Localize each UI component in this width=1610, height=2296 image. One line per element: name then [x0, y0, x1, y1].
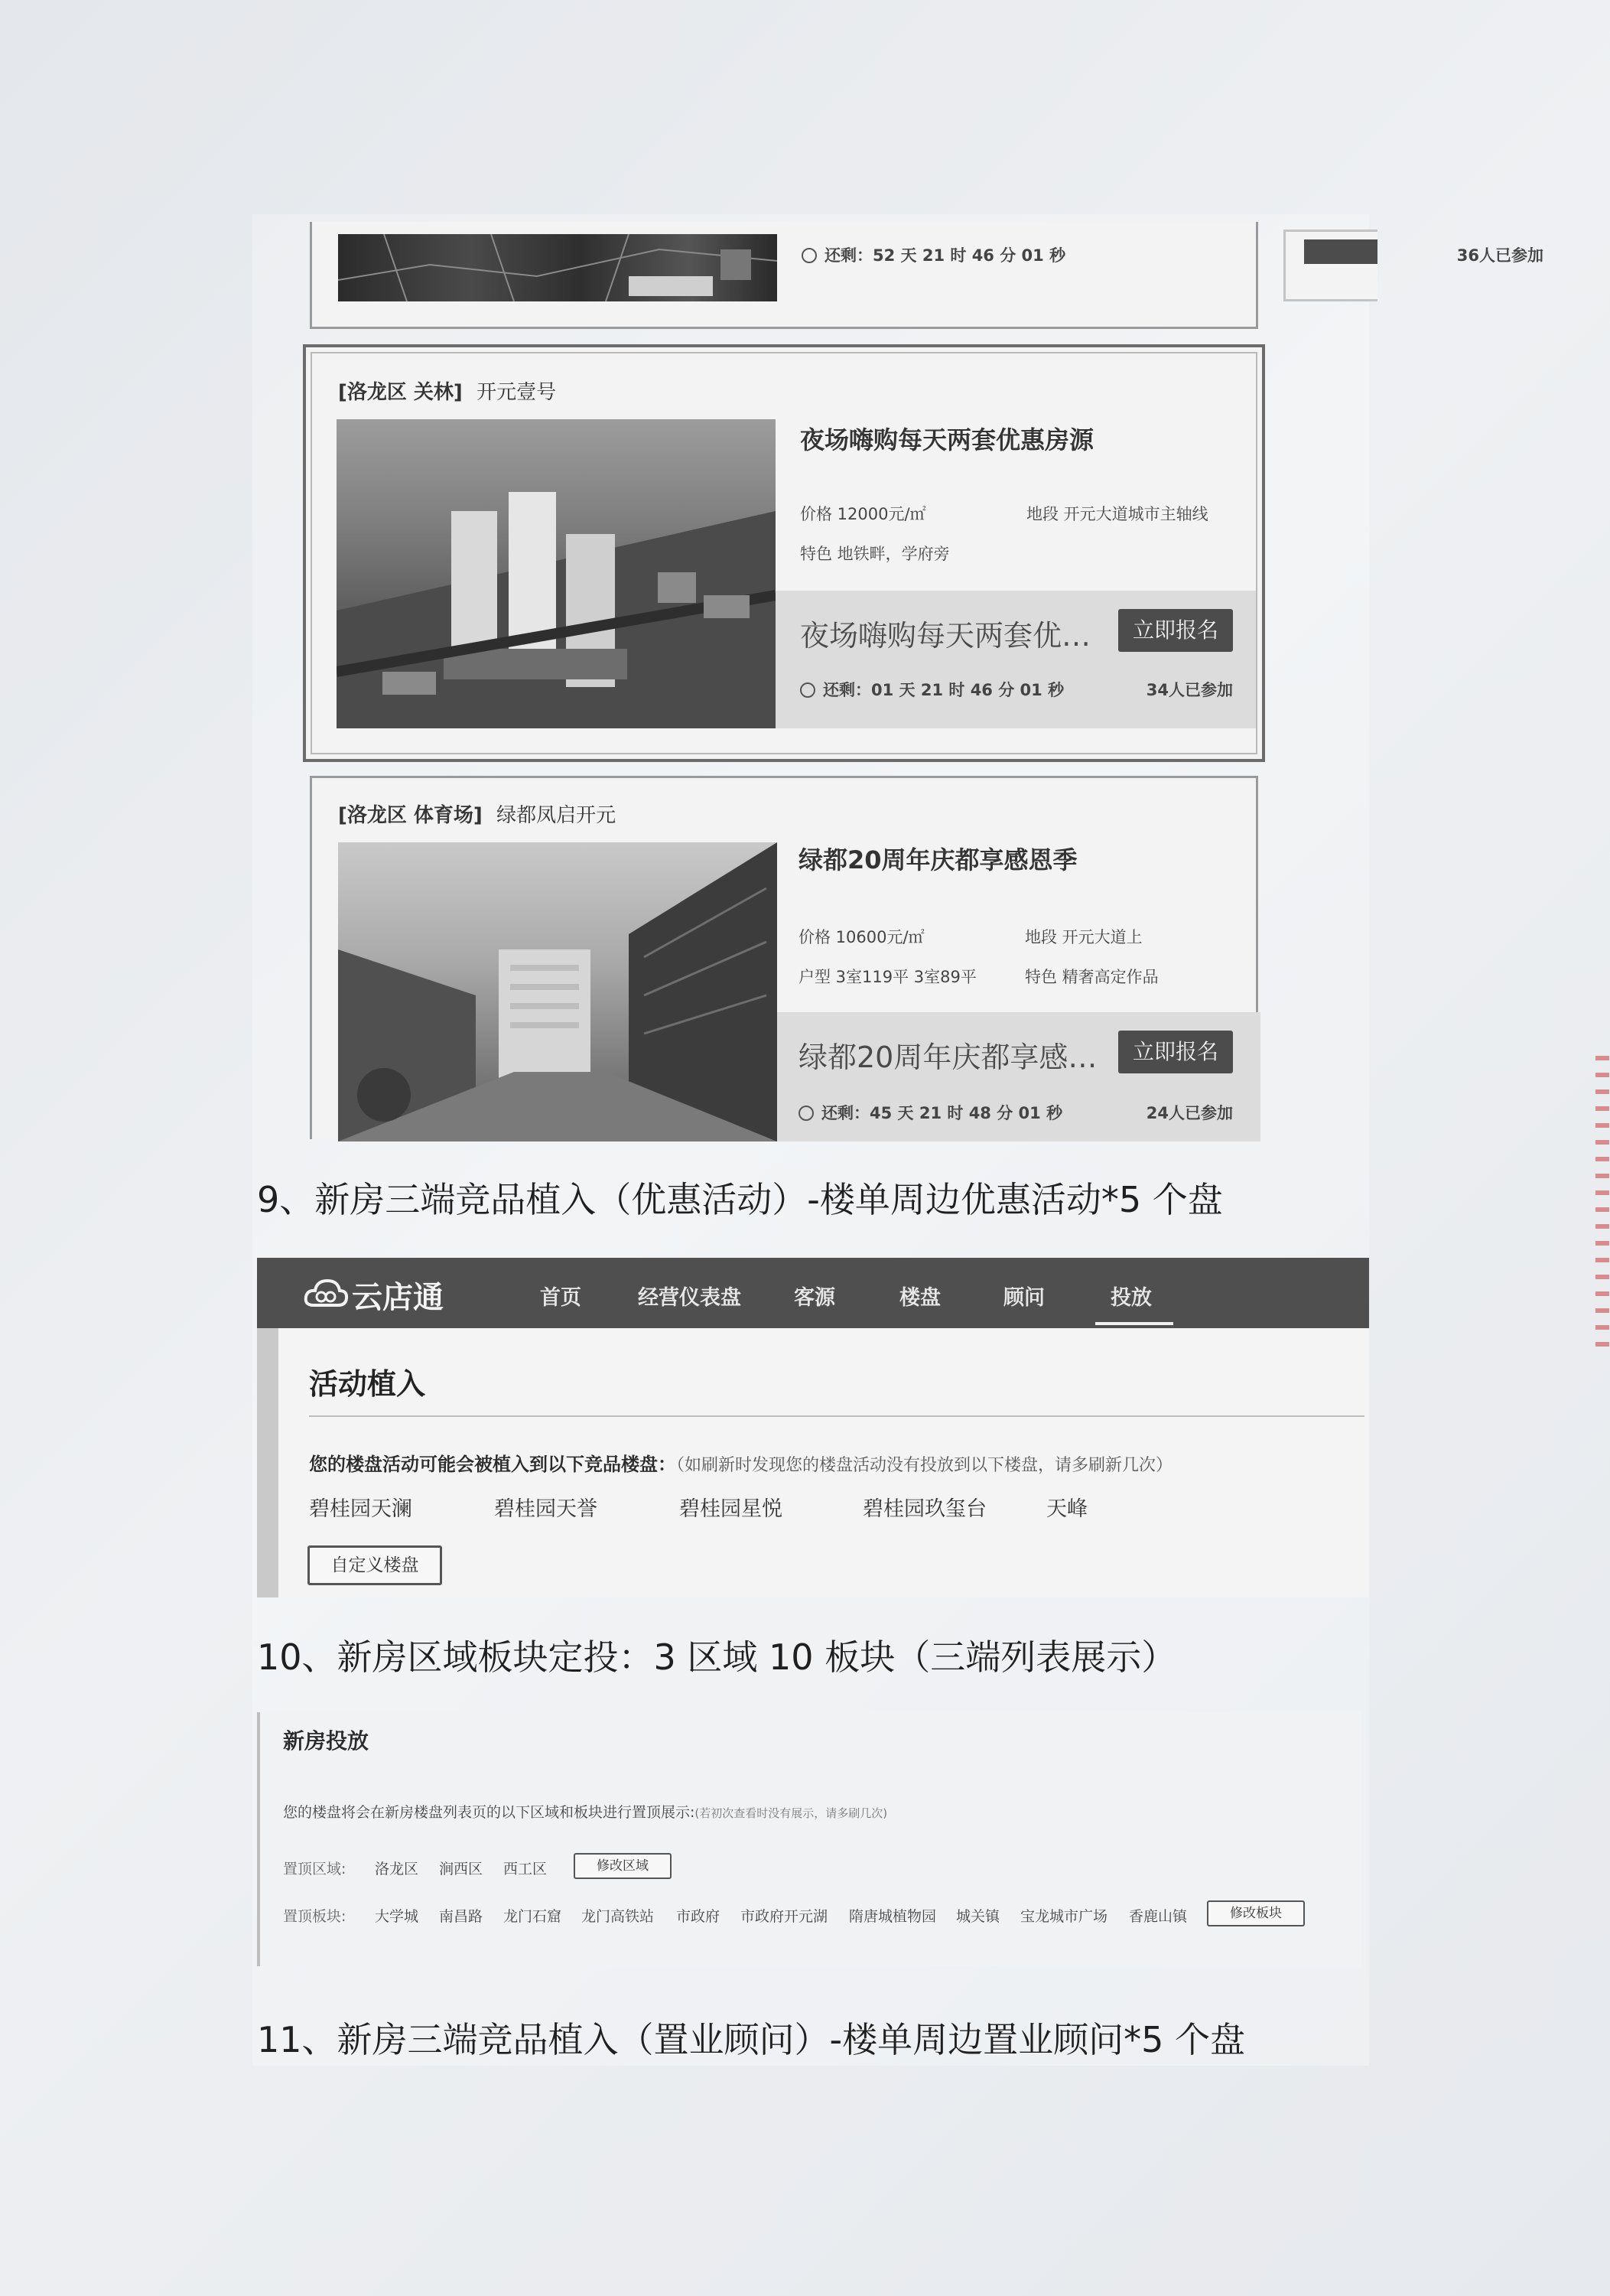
map-image-graphic — [338, 234, 777, 301]
card-3-title: 绿都20周年庆都享感恩季 — [798, 845, 1078, 874]
card-1-countdown — [802, 243, 1065, 266]
card-2-price: 价格 12000元/㎡ — [800, 505, 926, 523]
app-top-navbar — [257, 1258, 1369, 1328]
clock-icon — [798, 1106, 814, 1121]
block-9: 宝龙城市广场 — [1020, 1908, 1108, 1925]
placement-description-text: 您的楼盘将会在新房楼盘列表页的以下区域和板块进行置顶展示: — [283, 1804, 695, 1821]
card-3-district: 地段 开元大道上 — [1025, 928, 1143, 946]
clock-icon — [802, 248, 817, 263]
nav-advisors[interactable]: 顾问 — [1003, 1286, 1045, 1310]
card-3-feature: 特色 精奢高定作品 — [1025, 968, 1159, 986]
section-11-heading: 11、新房三端竞品植入（置业顾问）-楼单周边置业顾问*5 个盘 — [257, 2019, 1246, 2060]
card-2-countdown — [800, 678, 1064, 701]
card-3-layout: 户型 3室119平 3室89平 — [798, 968, 977, 986]
section-9-heading: 9、新房三端竞品植入（优惠活动）-楼单周边优惠活动*5 个盘 — [257, 1179, 1223, 1220]
card-2-title: 夜场嗨购每天两套优惠房源 — [800, 425, 1094, 454]
activity-card-1[interactable] — [310, 222, 1543, 329]
nav-customers[interactable]: 客源 — [794, 1286, 835, 1310]
card-2-district: 地段 开元大道城市主轴线 — [1026, 505, 1208, 523]
block-5: 市政府 — [676, 1908, 720, 1925]
panel-title: 活动植入 — [309, 1367, 426, 1401]
card-3-project: 绿都凤启开元 — [496, 804, 616, 827]
region-1: 洛龙区 — [375, 1861, 419, 1878]
competitor-project-1: 碧桂园天澜 — [309, 1497, 412, 1521]
app-brand-name: 云店通 — [352, 1280, 444, 1315]
card-2-building-graphic — [337, 419, 776, 728]
nav-properties[interactable]: 楼盘 — [899, 1286, 941, 1310]
card-2-rendering — [337, 419, 776, 728]
panel-description — [309, 1449, 1173, 1476]
card-3-countdown — [798, 1101, 1062, 1124]
competitor-project-3: 碧桂园星悦 — [679, 1497, 782, 1521]
card-1-countdown-text: 还剩：52 天 21 时 46 分 01 秒 — [825, 246, 1066, 265]
nav-dashboard[interactable]: 经营仪表盘 — [638, 1286, 741, 1310]
panel-description-note: （如刷新时发现您的楼盘活动没有投放到以下楼盘，请多刷新几次） — [676, 1456, 1173, 1475]
block-3: 龙门石窟 — [503, 1908, 562, 1925]
clock-icon — [800, 682, 815, 698]
block-1: 大学城 — [375, 1908, 419, 1925]
card-2-project: 开元壹号 — [476, 381, 557, 404]
competitor-project-2: 碧桂园天誉 — [494, 1497, 597, 1521]
card-2-joined: 34人已参加 — [1146, 681, 1233, 699]
new-house-placement-panel — [257, 1712, 1361, 1966]
nav-home[interactable]: 首页 — [540, 1286, 581, 1310]
edit-block-button[interactable]: 修改板块 — [1207, 1900, 1305, 1926]
region-3: 西工区 — [503, 1861, 548, 1878]
custom-project-button[interactable]: 自定义楼盘 — [307, 1545, 442, 1585]
region-2: 涧西区 — [439, 1861, 483, 1878]
block-6: 市政府开元湖 — [740, 1908, 828, 1925]
card-3-location-prefix: [洛龙区 体育场] — [338, 804, 483, 827]
card-2-countdown-text: 还剩：01 天 21 时 46 分 01 秒 — [823, 681, 1065, 699]
card-3-rendering — [338, 842, 777, 1141]
card-1-joined: 36人已参加 — [1456, 246, 1543, 265]
card-3-street-graphic — [338, 842, 777, 1141]
nav-active-underline — [1095, 1322, 1173, 1325]
competitor-project-5: 天峰 — [1046, 1497, 1088, 1521]
side-tab-dark-bar — [1304, 239, 1377, 264]
placement-title: 新房投放 — [283, 1728, 369, 1754]
block-2: 南昌路 — [439, 1908, 483, 1925]
card-3-joined: 24人已参加 — [1146, 1104, 1233, 1122]
placement-description-note: (若初次查看时没有展示，请多刷几次) — [694, 1806, 888, 1820]
card-3-countdown-text: 还剩：45 天 21 时 48 分 01 秒 — [821, 1104, 1063, 1122]
red-stamp-edge — [1595, 1056, 1609, 1347]
nav-placement[interactable]: 投放 — [1111, 1286, 1152, 1310]
card-2-promo-text: 夜场嗨购每天两套优… — [800, 619, 1091, 653]
card-1-map-image — [338, 234, 777, 301]
activity-card-3[interactable] — [310, 776, 1258, 1139]
panel-divider — [309, 1415, 1364, 1417]
card-3-location — [338, 800, 616, 828]
block-10: 香鹿山镇 — [1129, 1908, 1188, 1925]
activity-implant-panel — [257, 1328, 1369, 1597]
region-label: 置顶区域: — [283, 1861, 346, 1878]
block-8: 城关镇 — [956, 1908, 1000, 1925]
section-10-heading: 10、新房区域板块定投：3 区域 10 板块（三端列表展示） — [257, 1637, 1177, 1678]
block-4: 龙门高铁站 — [581, 1908, 655, 1925]
card-3-price: 价格 10600元/㎡ — [798, 928, 925, 946]
placement-description — [283, 1801, 887, 1822]
cloud-logo-icon — [303, 1276, 349, 1313]
card-2-signup-button[interactable]: 立即报名 — [1118, 609, 1233, 652]
card-2-location-prefix: [洛龙区 关林] — [338, 381, 463, 404]
block-7: 隋唐城植物园 — [849, 1908, 937, 1925]
panel-description-bold: 您的楼盘活动可能会被植入到以下竞品楼盘： — [309, 1454, 676, 1475]
side-tab-fragment — [1283, 230, 1377, 301]
card-3-promo-text: 绿都20周年庆都享感… — [798, 1041, 1098, 1074]
card-3-signup-button[interactable]: 立即报名 — [1118, 1031, 1233, 1073]
card-2-feature: 特色 地铁畔，学府旁 — [800, 545, 950, 563]
competitor-project-4: 碧桂园玖玺台 — [863, 1497, 987, 1521]
activity-card-2[interactable] — [303, 344, 1265, 762]
card-2-location — [338, 376, 556, 405]
edit-region-button[interactable]: 修改区域 — [574, 1853, 672, 1879]
cloud-logo-svg — [303, 1276, 349, 1310]
block-label: 置顶板块: — [283, 1908, 346, 1925]
